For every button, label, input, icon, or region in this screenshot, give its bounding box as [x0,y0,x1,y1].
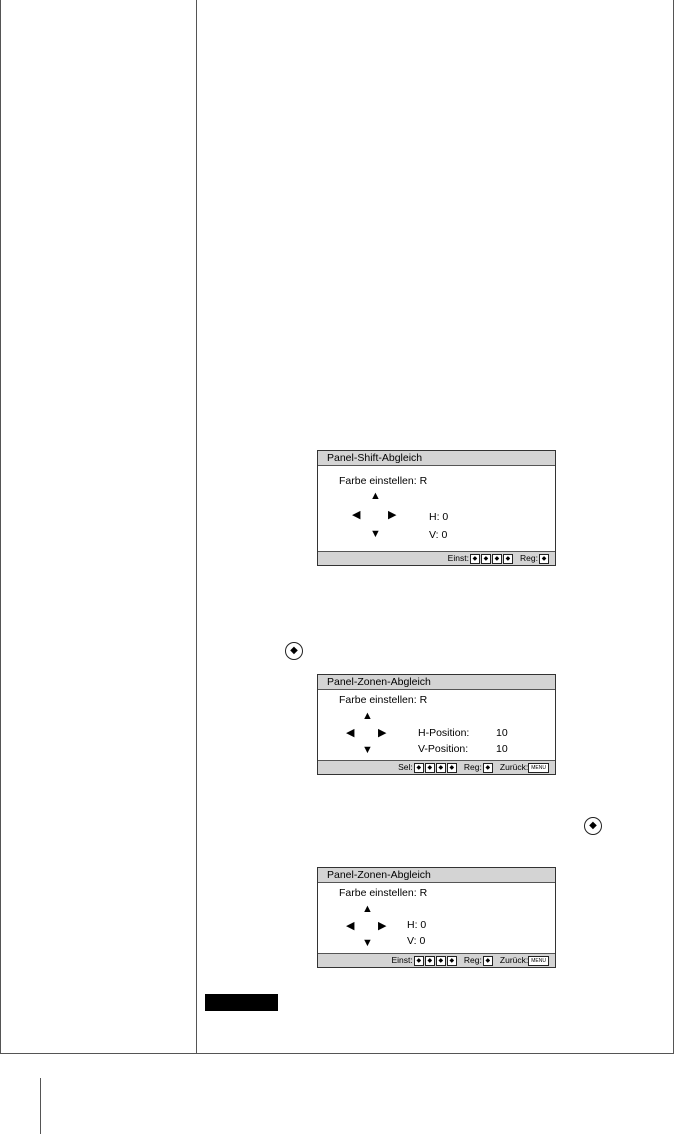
arrow-down-icon: ▼ [362,937,373,949]
osd-footer [318,953,555,967]
h-row [407,919,426,931]
h-label: H: [429,511,440,523]
arrow-down-icon: ▼ [370,528,381,540]
reg-label: Reg: [520,553,538,563]
key-icon: ◆ [492,554,502,564]
enter-glyph: ◆ [589,820,597,831]
arrow-up-icon: ▲ [362,903,373,915]
key-icon: ◆ [436,956,446,966]
v-position-label: V-Position: [418,743,469,755]
osd-footer [318,551,555,565]
arrow-left-icon: ◀ [346,920,355,932]
v-value: 0 [441,529,448,541]
color-label: Farbe einstellen: [339,475,417,487]
v-label: V: [407,935,417,947]
enter-key-icon: ◆ [539,554,549,564]
reg-label: Reg: [463,955,482,965]
zone-select-osd [317,674,556,775]
v-row [429,529,447,541]
direction-arrows [346,904,396,954]
key-icon: ◆ [447,763,457,773]
arrow-up-icon: ▲ [362,710,373,722]
color-label: Farbe einstellen: [339,887,417,899]
color-value: R [419,887,428,899]
margin-rule [40,1078,41,1134]
v-position-value: 10 [496,743,508,755]
column-divider [196,0,197,1054]
arrow-down-icon: ▼ [362,744,373,756]
key-icon: ◆ [425,763,435,773]
panel-shift-osd [317,450,556,566]
back-label: Zurück: [499,955,529,965]
h-position-label: H-Position: [418,727,470,739]
key-icon: ◆ [481,554,491,564]
color-value: R [419,475,428,487]
direction-arrows [346,711,396,761]
h-value: 0 [420,919,427,931]
back-label: Zurück: [499,762,529,772]
key-icon: ◆ [414,763,424,773]
sel-label: Sel: [398,762,413,772]
note-badge [205,994,278,1011]
v-value: 0 [419,935,426,947]
set-label: Einst: [391,955,413,965]
enter-key-icon: ◆ [483,956,493,966]
direction-arrows [352,491,402,541]
h-row [429,511,448,523]
v-label: V: [429,529,439,541]
key-icon: ◆ [414,956,424,966]
arrow-right-icon: ▶ [378,920,387,932]
menu-key-icon: MENU [528,763,549,773]
osd-footer [318,760,555,774]
key-icon: ◆ [447,956,457,966]
enter-glyph: ◆ [290,645,298,656]
v-position-row [418,743,468,755]
osd-title: Panel-Zonen-Abgleich [318,868,555,883]
set-label: Einst: [447,553,469,563]
enter-button-icon [584,817,602,835]
h-value: 0 [442,511,449,523]
arrow-up-icon: ▲ [370,490,381,502]
v-row [407,935,425,947]
color-value: R [419,694,428,706]
color-row [339,887,427,899]
h-label: H: [407,919,418,931]
arrow-right-icon: ▶ [388,509,397,521]
key-icon: ◆ [503,554,513,564]
color-row [339,475,427,487]
enter-key-icon: ◆ [483,763,493,773]
osd-title: Panel-Zonen-Abgleich [318,675,555,690]
menu-key-icon: MENU [528,956,549,966]
osd-title: Panel-Shift-Abgleich [318,451,555,466]
h-position-value: 10 [496,727,508,739]
arrow-left-icon: ◀ [346,727,355,739]
color-label: Farbe einstellen: [339,694,417,706]
h-position-row [418,727,469,739]
arrow-left-icon: ◀ [352,509,361,521]
key-icon: ◆ [470,554,480,564]
arrow-right-icon: ▶ [378,727,387,739]
reg-label: Reg: [463,762,482,772]
zone-adjust-osd [317,867,556,968]
key-icon: ◆ [425,956,435,966]
enter-button-icon [285,642,303,660]
key-icon: ◆ [436,763,446,773]
color-row [339,694,427,706]
